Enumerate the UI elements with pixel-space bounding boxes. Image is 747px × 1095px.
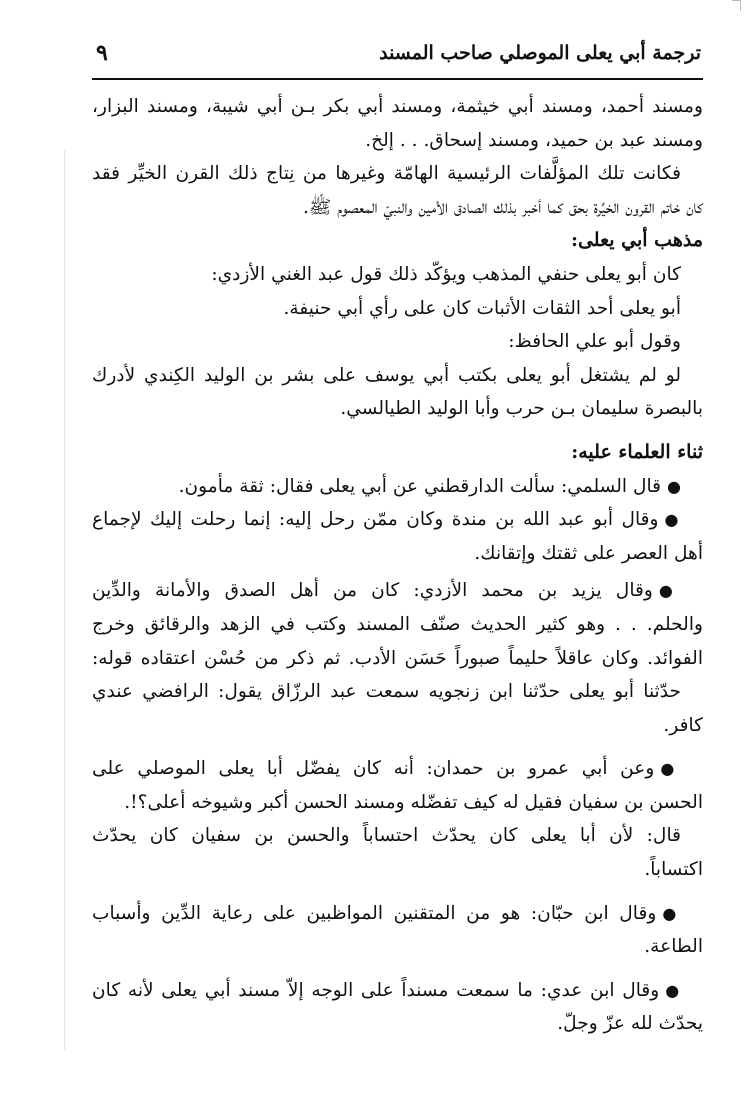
praise-item (92, 974, 703, 1008)
text-line: والحلم. . . وهو كثير الحديث صنّف المسند وكتب في الزهد والرقائق وخرج (92, 613, 703, 635)
text-line: يحدّث لله عزّ وجلّ. (557, 1013, 703, 1035)
item-text: وقال يزيد بن محمد الأزدي: كان من أهل الصدق والأمانة والدِّين (92, 580, 653, 602)
text-line: بالبصرة سليمان بـن حرب وأبا الوليد الطيالسي. (340, 398, 703, 420)
bullet-icon: ● (665, 980, 681, 1000)
praise-item-continuation (92, 608, 703, 675)
text-line (92, 974, 681, 1008)
text-line (92, 574, 681, 608)
praise-item (92, 470, 703, 504)
text-line: أهل العصر على ثقتك وإتقانك. (474, 542, 703, 564)
item-text: وعن أبي عمرو بن حمدان: أنه كان يفضّل أبا يعلى الموصلي على (92, 758, 655, 780)
text-line (92, 470, 681, 504)
text-line (92, 897, 681, 931)
quote (92, 292, 703, 326)
quote-continuation (92, 709, 703, 743)
text-line: قال: لأن أبا يعلى كان يحدّث احتساباً والحسن بن سفيان كان يحدّث (92, 825, 681, 847)
text-line: اكتساباً. (644, 859, 703, 881)
page-number: ٩ (96, 40, 108, 66)
quote (92, 359, 703, 393)
page-body (92, 90, 703, 1041)
text-line: حدّثنا أبو يعلى حدّثنا ابن زنجويه سمعت عبد الرزّاق يقول: الرافضي عندي (92, 681, 681, 703)
gutter-line (64, 150, 65, 1050)
paragraph-continuation (92, 853, 703, 887)
item-text: وقال ابن حبّان: هو من المتقنين المواظبين على رعاية الدِّين وأسباب (92, 902, 657, 924)
praise-item (92, 503, 703, 537)
text-line: كان خاتم القرون الخيِّرة بحق كما أخبر بذلك الصادق الأمين والنبيّ المعصوم ﷺ. (303, 196, 703, 218)
text-line: الفوائد. وكان عاقلاً حليماً صبوراً حَسَن الأدب. ثم ذكر من حُسْن اعتقاده قوله: (92, 647, 703, 669)
bullet-icon: ● (662, 903, 681, 923)
bullet-icon: ● (658, 581, 681, 601)
bullet-icon: ● (660, 759, 682, 779)
text-line (92, 752, 681, 786)
header-rule (92, 78, 703, 80)
item-text: قال السلمي: سألت الدارقطني عن أبي يعلى فقال: ثقة مأمون. (178, 475, 662, 497)
praise-item (92, 752, 703, 786)
praise-item-continuation (92, 930, 703, 964)
paragraph (92, 157, 703, 191)
bullet-icon: ● (667, 476, 681, 496)
text-line: الحسن بن سفيان فقيل له كيف تفضّله ومسند الحسن أكبر وشيوخه أعلى؟!. (124, 791, 703, 813)
paragraph (92, 258, 703, 292)
item-text: وقال ابن عدي: ما سمعت مسنداً على الوجه إلاّ مسند أبي يعلى لأنه كان (92, 979, 660, 1001)
paragraph-continuation (92, 191, 703, 225)
text-line: لو لم يشتغل أبو يعلى بكتب أبي يوسف على بشر بن الوليد الكِندي لأدرك (92, 364, 681, 386)
intro-paragraph (92, 90, 703, 157)
page-header (96, 38, 701, 74)
text-line: كافر. (663, 714, 703, 736)
text-line: كان أبو يعلى حنفي المذهب ويؤكّد ذلك قول عبد الغني الأزدي: (211, 263, 681, 285)
crop-mark (732, 0, 741, 11)
text-line: الطاعة. (644, 936, 703, 958)
running-title: ترجمة أبي يعلى الموصلي صاحب المسند (379, 42, 701, 64)
praise-item (92, 574, 703, 608)
praise-item-continuation (92, 786, 703, 820)
praise-item-continuation (92, 1007, 703, 1041)
bullet-icon: ● (664, 510, 681, 530)
section-heading-praise: ثناء العلماء عليه: (571, 440, 703, 463)
paragraph (92, 325, 703, 359)
text-line: ومسند أحمد، ومسند أبي خيثمة، ومسند أبي بكر بـن أبي شيبة، ومسند البزار، (92, 96, 703, 117)
text-line: ومسند عبد بن حميد، ومسند إسحاق. . . إلخ. (365, 129, 703, 151)
text-line: فكانت تلك المؤلَّفات الرئيسية الهامّة وغيرها من نِتاج ذلك القرن الخيِّر فقد (92, 163, 681, 185)
quote (92, 675, 703, 709)
paragraph (92, 819, 703, 853)
quote-continuation (92, 392, 703, 426)
item-text: وقال أبو عبد الله بن مندة وكان ممّن رحل إليه: إنما رحلت إليك لإجماع (92, 509, 659, 531)
text-line (92, 503, 681, 537)
text-line: أبو يعلى أحد الثقات الأثبات كان على رأي أبي حنيفة. (283, 297, 681, 319)
text-line: وقول أبو علي الحافظ: (508, 331, 681, 353)
praise-item-continuation (92, 537, 703, 571)
praise-item (92, 897, 703, 931)
section-heading-madhhab: مذهب أبي يعلى: (570, 229, 703, 252)
